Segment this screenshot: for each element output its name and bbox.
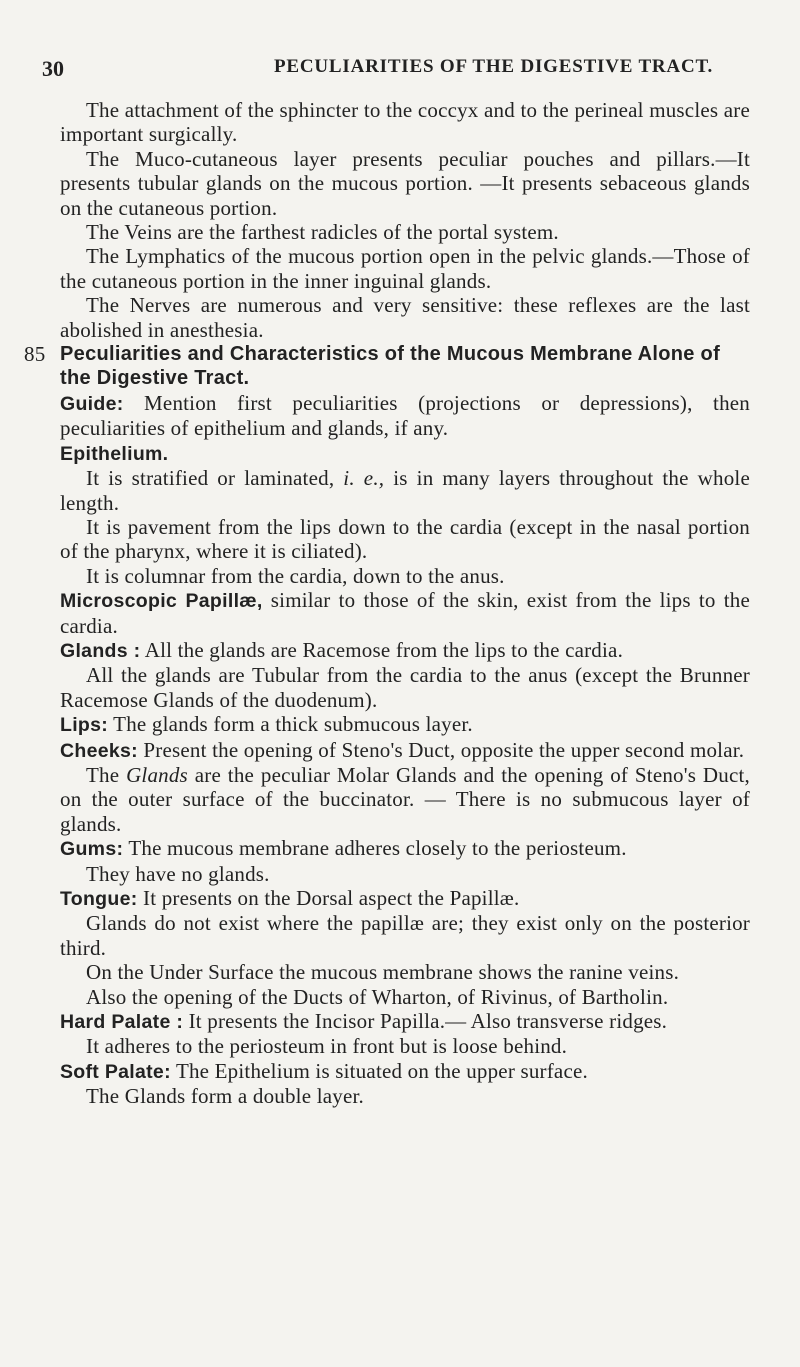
paragraph-muco-cutaneous: The Muco-cutaneous layer presents peculiar pouches and pillars.—It presents tubular glands on the mucous portion. —It presents sebaceous glands on the cutaneous portion. bbox=[60, 146, 750, 220]
epithelium-pavement: It is pavement from the lips down to the cardia (except in the nasal portion of the pharynx, where it is ciliated). bbox=[60, 514, 750, 564]
epithelium-ie: i. e., bbox=[343, 466, 385, 491]
papillae-label: Microscopic Papillæ, bbox=[60, 590, 263, 613]
section-title: Peculiarities and Characteristics of the Mucous Membrane Alone of the Digestive Tract. bbox=[60, 343, 721, 390]
epithelium-columnar: It is columnar from the cardia, down to the anus. bbox=[86, 563, 505, 588]
guide-paragraph bbox=[60, 391, 750, 441]
hard-palate-periosteum: It adheres to the periosteum in front but is loose behind. bbox=[86, 1034, 568, 1059]
page-body bbox=[24, 98, 750, 1109]
hard-palate-label: Hard Palate : bbox=[60, 1011, 184, 1034]
gums-no-glands: They have no glands. bbox=[86, 861, 270, 886]
epithelium-stratified bbox=[60, 466, 750, 515]
glands-tubular: All the glands are Tubular from the cardia to the anus (except the Brunner Racemose Glands of the duodenum). bbox=[60, 663, 750, 712]
paragraph-sphincter: The attachment of the sphincter to the coccyx and to the perineal muscles are important surgically. bbox=[60, 98, 750, 147]
hard-palate-text: It presents the Incisor Papilla.— Also transverse ridges. bbox=[188, 1009, 668, 1034]
cheeks-glands-italic: Glands bbox=[126, 762, 188, 787]
cheeks-glands: The Glands are the peculiar Molar Glands and the opening of Steno's Duct, on the outer surface of the buccinator. — There is no submucous layer of glands. bbox=[60, 762, 750, 836]
cheeks-glands-text: are the peculiar Molar Glands and the opening of Steno's Duct, on the outer surface of the buccinator. — There is no submucous layer of glands. bbox=[60, 762, 750, 836]
papillae-text: similar to those of the skin, exist from the lips to the cardia. bbox=[60, 588, 750, 638]
soft-palate-text: The Epithelium is situated on the upper surface. bbox=[175, 1058, 588, 1083]
lips-text: The glands form a thick submucous layer. bbox=[113, 712, 473, 737]
tongue-text: It presents on the Dorsal aspect the Papillæ. bbox=[143, 886, 520, 910]
tongue-label: Tongue: bbox=[60, 888, 138, 910]
paragraph-nerves: The Nerves are numerous and very sensitive: these reflexes are the last abolished in anesthesia. bbox=[60, 293, 750, 342]
page-header bbox=[42, 56, 742, 86]
hard-palate-paragraph bbox=[60, 1009, 750, 1034]
guide-text: Mention first peculiarities (projections or depressions), then peculiarities of epithelium and glands, if any. bbox=[60, 390, 750, 441]
soft-palate-paragraph bbox=[60, 1059, 750, 1084]
tongue-under-surface: On the Under Surface the mucous membrane shows the ranine veins. bbox=[86, 960, 680, 985]
lips-paragraph bbox=[60, 712, 750, 737]
tongue-glands: Glands do not exist where the papillæ are; they exist only on the posterior third. bbox=[60, 911, 750, 960]
paragraph-veins: The Veins are the farthest radicles of the portal system. bbox=[86, 220, 559, 245]
section-number: 85 bbox=[24, 342, 46, 367]
epithelium-stratified-post: is in many layers throughout the whole length. bbox=[60, 466, 750, 515]
cheeks-label: Cheeks: bbox=[60, 739, 138, 762]
gums-label: Gums: bbox=[60, 838, 124, 861]
cheeks-text: Present the opening of Steno's Duct, opposite the upper second molar. bbox=[143, 737, 745, 762]
epithelium-heading-line bbox=[60, 441, 750, 466]
tongue-paragraph bbox=[60, 886, 750, 911]
paragraph-lymphatics: The Lymphatics of the mucous portion open in the pelvic glands.—Those of the cutaneous portion in the inner inguinal glands. bbox=[60, 244, 750, 293]
epithelium-heading: Epithelium. bbox=[60, 442, 169, 465]
tongue-ducts: Also the opening of the Ducts of Wharton, of Rivinus, of Bartholin. bbox=[86, 984, 669, 1009]
gums-text: The mucous membrane adheres closely to the periosteum. bbox=[128, 836, 627, 861]
soft-palate-glands: The Glands form a double layer. bbox=[86, 1084, 364, 1109]
soft-palate-label: Soft Palate: bbox=[60, 1060, 171, 1083]
papillae-paragraph bbox=[60, 588, 750, 638]
section-heading bbox=[24, 342, 750, 391]
gums-paragraph bbox=[60, 836, 750, 861]
glands-label: Glands : bbox=[60, 639, 141, 662]
epithelium-stratified-pre: It is stratified or laminated, bbox=[86, 466, 335, 491]
running-title: PECULIARITIES OF THE DIGESTIVE TRACT. bbox=[274, 56, 714, 77]
lips-label: Lips: bbox=[60, 714, 109, 737]
page-number: 30 bbox=[42, 56, 64, 81]
cheeks-paragraph bbox=[60, 738, 750, 763]
glands-paragraph bbox=[60, 638, 750, 663]
guide-label: Guide: bbox=[60, 392, 124, 415]
glands-text: All the glands are Racemose from the lips to the cardia. bbox=[144, 637, 624, 662]
